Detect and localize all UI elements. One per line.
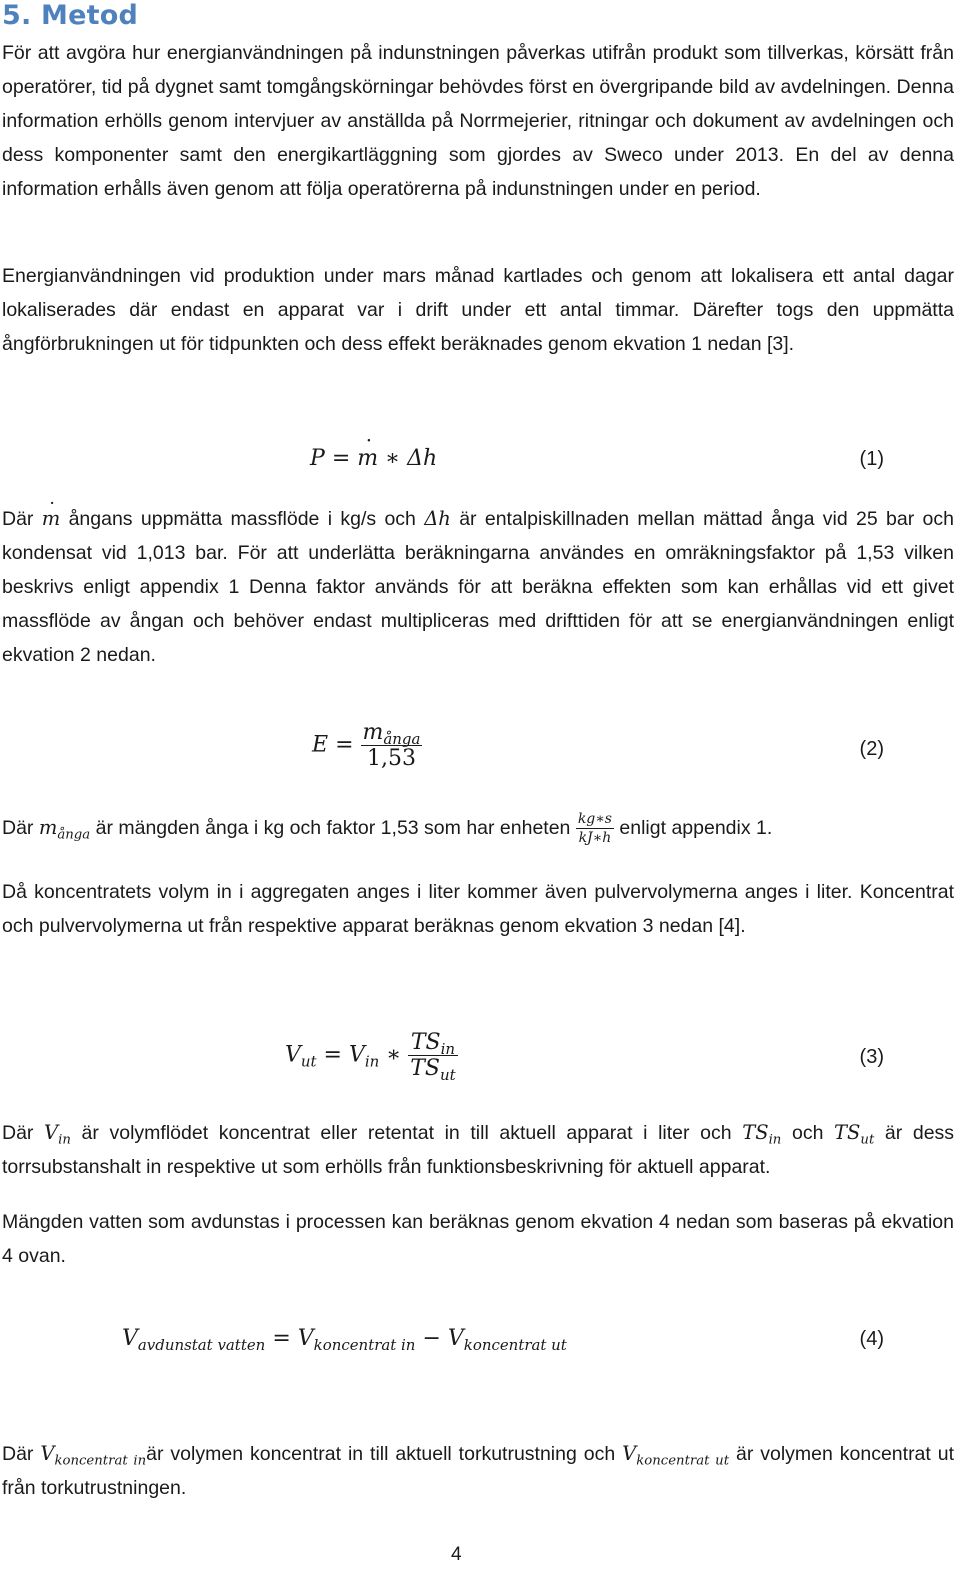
equation-4 — [0, 1326, 960, 1386]
equation-2 — [0, 718, 960, 784]
equation-2-formula: E = $\frac{m_{ånga}}{1,53}$ — [312, 720, 421, 771]
paragraph-energy-use: Energianvändningen vid produktion under mars månad kartlades och genom att lokalisera ett antal dagar lokaliserades där endast en apparat var i drift under ett antal timmar. Därefter togs den uppmätta ångförbrukningen ut för tidpunkten och dess effekt beräknades genom ekvation 1 nedan [3]. — [2, 265, 954, 355]
paragraph-equation-1-explanation: Där ˙ m ångans uppmätta massflöde i kg/s och Δh är entalpiskillnaden mellan mättad ånga vid 25 bar och kondensat vid 1,013 bar. För att underlätta beräkningarna användes en omräkningsfaktor på 1,53 vilken beskrivs enligt appendix 1 Denna faktor används för att beräkna effekten som kan erhållas vid ett givet massflöde av ångan och behöver endast multipliceras med drifttiden för att se energianvändningen enligt ekvation 2 nedan. — [2, 502, 954, 672]
equation-1 — [0, 446, 960, 506]
paragraph-volumes: Då koncentratets volym in i aggregaten anges i liter kommer även pulvervolymerna anges i liter. Koncentrat och pulvervolymerna ut från respektive apparat beräknas genom ekvation 3 nedan [4]. — [2, 881, 954, 937]
equation-4-formula: $V_{avdunstat vatten} = V_{koncentrat in} - V_{koncentrat ut}$ — [122, 1326, 567, 1355]
paragraph-equation-4-explanation: Där $V_{koncentrat in}är$ volymen koncentrat in till aktuell torkutrustning och $V_{koncentrat ut}$ är volymen koncentrat ut från torkutrustningen. — [2, 1442, 955, 1499]
paragraph-intro: För att avgöra hur energianvändningen på indunstningen påverkas utifrån produkt som tillverkas, körsätt från operatörer, tid på dygnet samt tomgångskörningar behövdes först en övergripande bild av avdelningen. Denna information erhölls genom intervjuer av anställda på Norrmejerier, ritningar och dokument av avdelningen och dess komponenter samt den energikartläggning som gjordes av Sweco under 2013. En del av denna information erhålls även genom att följa operatörerna på indunstningen under en period. — [2, 42, 954, 200]
section-heading: 5. Metod — [2, 0, 139, 31]
page-number: 4 — [451, 1544, 462, 1565]
equation-1-formula: P = ˙ m ∗ Δh — [310, 446, 437, 471]
equation-4-number: (4) — [859, 1328, 884, 1350]
paragraph-evaporation: Mängden vatten som avdunstas i processen kan beräknas genom ekvation 4 nedan som baseras på ekvation 4 ovan. — [2, 1211, 954, 1267]
equation-3-formula: $V_{ut} = V_{in}$ ∗ $\frac{TS_{in}}{TS_{ut}}$ — [285, 1030, 456, 1085]
equation-3-number: (3) — [859, 1046, 884, 1068]
paragraph-equation-3-explanation: Där $V_{in}$ är volymflödet koncentrat eller retentat in till aktuell apparat i liter och $TS_{in}$ och $TS_{ut}$ är dess torrsubstanshalt in respektive ut som erhölls från funktionsbeskrivning för aktuell apparat. — [2, 1121, 955, 1178]
equation-3 — [0, 1028, 960, 1094]
paragraph-equation-2-explanation: Där $m_{ånga}$ är mängden ånga i kg och faktor 1,53 som har enheten $\frac{kg∗s}{kJ∗h}$ enligt appendix 1. — [2, 811, 773, 847]
equation-1-number: (1) — [859, 448, 884, 470]
equation-2-number: (2) — [859, 738, 884, 760]
